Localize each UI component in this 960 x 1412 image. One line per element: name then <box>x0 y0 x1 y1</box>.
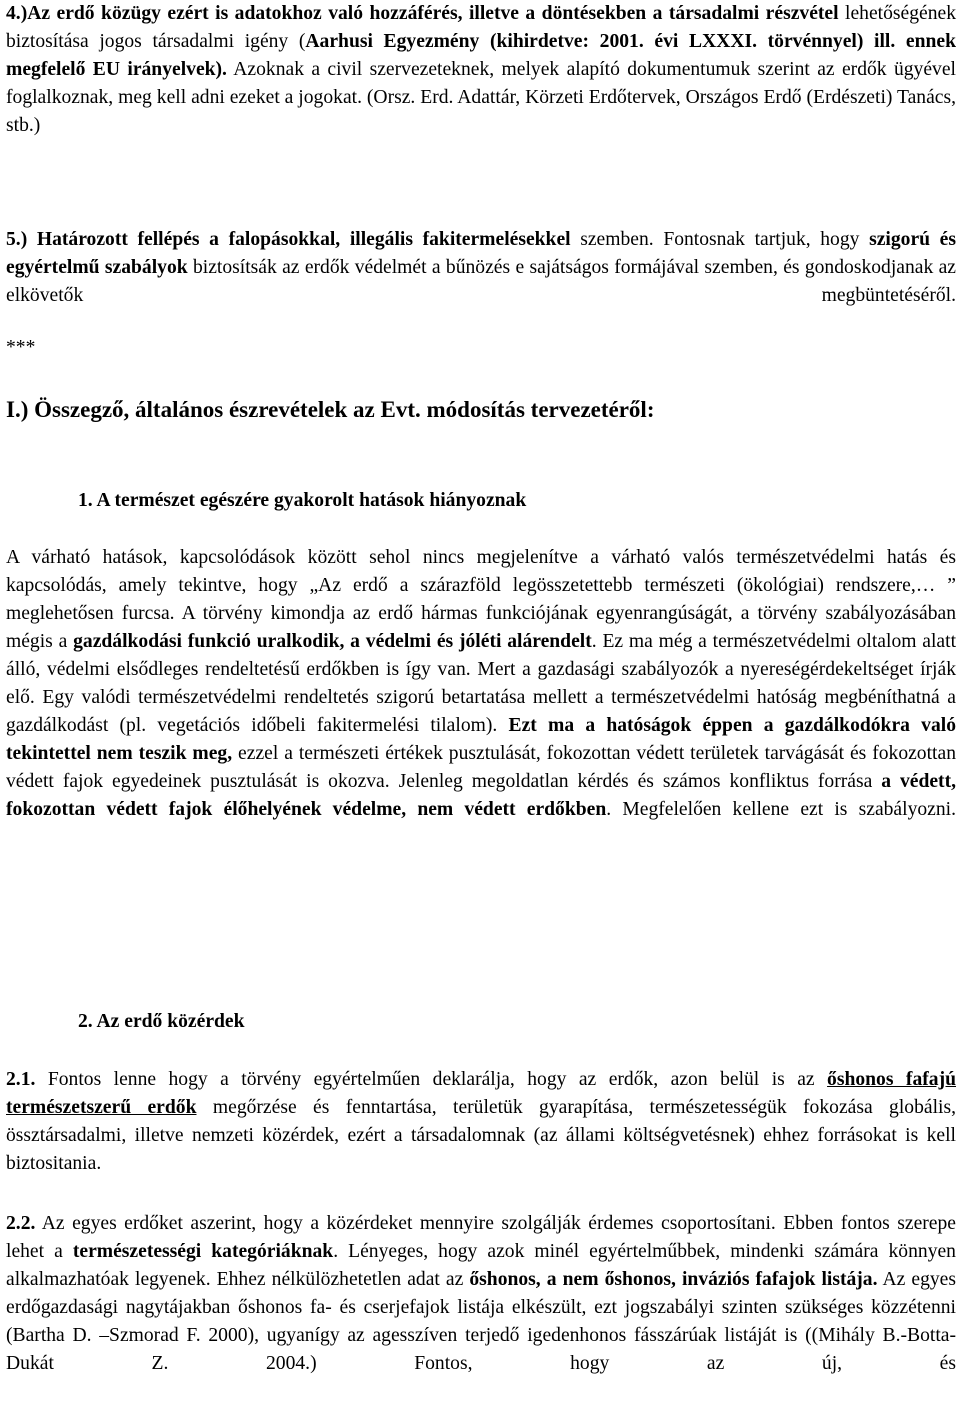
p21-number: 2.1. <box>6 1069 36 1090</box>
paragraph-5 <box>6 226 956 310</box>
s1-bold-vedett: a védett, fokozottan védett fajok élőhelyének védelme, nem védett erdőkben <box>6 771 956 820</box>
subsection-1-body <box>6 544 956 824</box>
p22-bold-termeszetessegi: természetességi kategóriáknak <box>72 1241 334 1262</box>
p21-bold-oshonos: őshonos fafajú természetszerű erdők <box>6 1069 956 1118</box>
p22-text-2: . Lényeges, hogy azok minél egyértelműbbek, mindenki számára könnyen alkalmazhatóak legyenek. Ehhez nélkülözhetetlen adat az <box>6 1241 956 1290</box>
p4-text-rest: Azoknak a civil szervezeteknek, melyek alapító dokumentumuk szerint az erdők ügyével foglalkoznak, meg kell adni ezeket a jogokat. (Orsz. Erd. Adattár, Körzeti Erdőtervek, Országos Erdő (Erdészeti) Tanács, stb.) <box>6 59 956 136</box>
p4-bold-aarhus: Aarhusi Egyezmény (kihirdetve: 2001. évi LXXXI. törvénnyel) ill. ennek megfelelő EU irányelvek). <box>6 31 956 80</box>
p5-bold-lead: 5.) Határozott fellépés a falopásokkal, illegális fakitermelésekkel <box>6 229 571 250</box>
p22-text-rest: Az egyes erdőgazdasági nagytájakban őshonos fa- és cserjefajok listája elkészült, ezt jogszabályi szinten szükséges közzétenni (Bartha D. –Szmorad F. 2000), ugyanígy az agesszíven terjedő igedenhonos fásszárúak listáját is ((Mihály B.-Botta-Dukát Z. 2004.) Fontos, hogy az új, és <box>6 1269 957 1374</box>
paragraph-4 <box>6 0 956 140</box>
s1-text-3: ezzel a természeti értékek pusztulását, fokozottan védett területek tarvágását és fokozottan védett fajok egyedeinek pusztulását is okozva. Jelenleg megoldatlan kérdés és számos konfliktus forrása <box>6 743 956 792</box>
s1-text-4: . Megfelelően kellene ezt is szabályozni. <box>606 799 957 820</box>
s1-text-2: . Ez ma még a természetvédelmi oltalom alatt álló, védelmi elsődleges rendeltetésű erdőkben is így van. Mert a gazdasági szabályozók a nyereségérdekeltséget írják elő. Egy valódi természetvédelmi rendeltetés szigorú betartatása mellett a természetvédelmi hatóság megbéníthatná a gazdálkodást (pl. vegetációs időbeli fakitermelési tilalom). <box>6 631 957 736</box>
p4-bold-lead: 4.)Az erdő közügy ezért is adatokhoz való hozzáférés, illetve a döntésekben a társadalmi részvétel <box>6 3 839 24</box>
p22-text: Az egyes erdőket aszerint, hogy a közérdeket mennyire szolgálják érdemes csoportosítani. Ebben fontos szerepe lehet a <box>6 1213 956 1262</box>
paragraph-2-2 <box>6 1210 956 1378</box>
p5-text: szemben. Fontosnak tartjuk, hogy <box>570 229 870 250</box>
s1-text: A várható hatások, kapcsolódások között sehol nincs megjelenítve a várható valós természetvédelmi hatás és kapcsolódás, amely tekintve, hogy „Az erdő a szárazföld legösszetettebb természeti (ökológiai) rendszere,… ” meglehetősen furcsa. A törvény kimondja az erdő hármas funkciójának egyenrangúságát, a törvény szabályozásában mégis a <box>6 547 956 652</box>
s1-bold-hatosag: Ezt ma a hatóságok éppen a gazdálkodókra való tekintettel nem teszik meg, <box>6 715 956 764</box>
p21-text-rest: megőrzése és fenntartása, területük gyarapítása, természetességük fokozása globális, össztársadalmi, illetve nemzeti közérdek, ezért a társadalomnak (az állami költségvetésnek) ehhez forrásokat is kell biztositania. <box>6 1097 957 1174</box>
p4-text: lehetőségének biztosítása jogos társadalmi igény ( <box>6 3 956 52</box>
p5-bold-rules: szigorú és egyértelmű szabályok <box>6 229 956 278</box>
p21-text: Fontos lenne hogy a törvény egyértelműen deklarálja, hogy az erdők, azon belül is az <box>35 1069 828 1090</box>
separator: *** <box>6 337 36 358</box>
p5-text-rest: biztosítsák az erdők védelmét a bűnözés e sajátságos formájával szemben, és gondoskodjanak az elkövetők megbüntetéséről. <box>6 257 956 306</box>
section-heading: I.) Összegző, általános észrevételek az Evt. módosítás tervezetéről: <box>6 397 655 422</box>
p22-number: 2.2. <box>6 1213 36 1234</box>
s1-bold-gazd: gazdálkodási funkció uralkodik, a védelmi és jóléti alárendelt <box>73 631 592 652</box>
paragraph-2-1 <box>6 1066 956 1178</box>
subsection-2-heading: 2. Az erdő közérdek <box>78 1011 245 1032</box>
subsection-1-heading: 1. A természet egészére gyakorolt hatások hiányoznak <box>78 490 527 511</box>
p22-bold-fafajok: őshonos, a nem őshonos, inváziós fafajok listája. <box>469 1269 878 1290</box>
